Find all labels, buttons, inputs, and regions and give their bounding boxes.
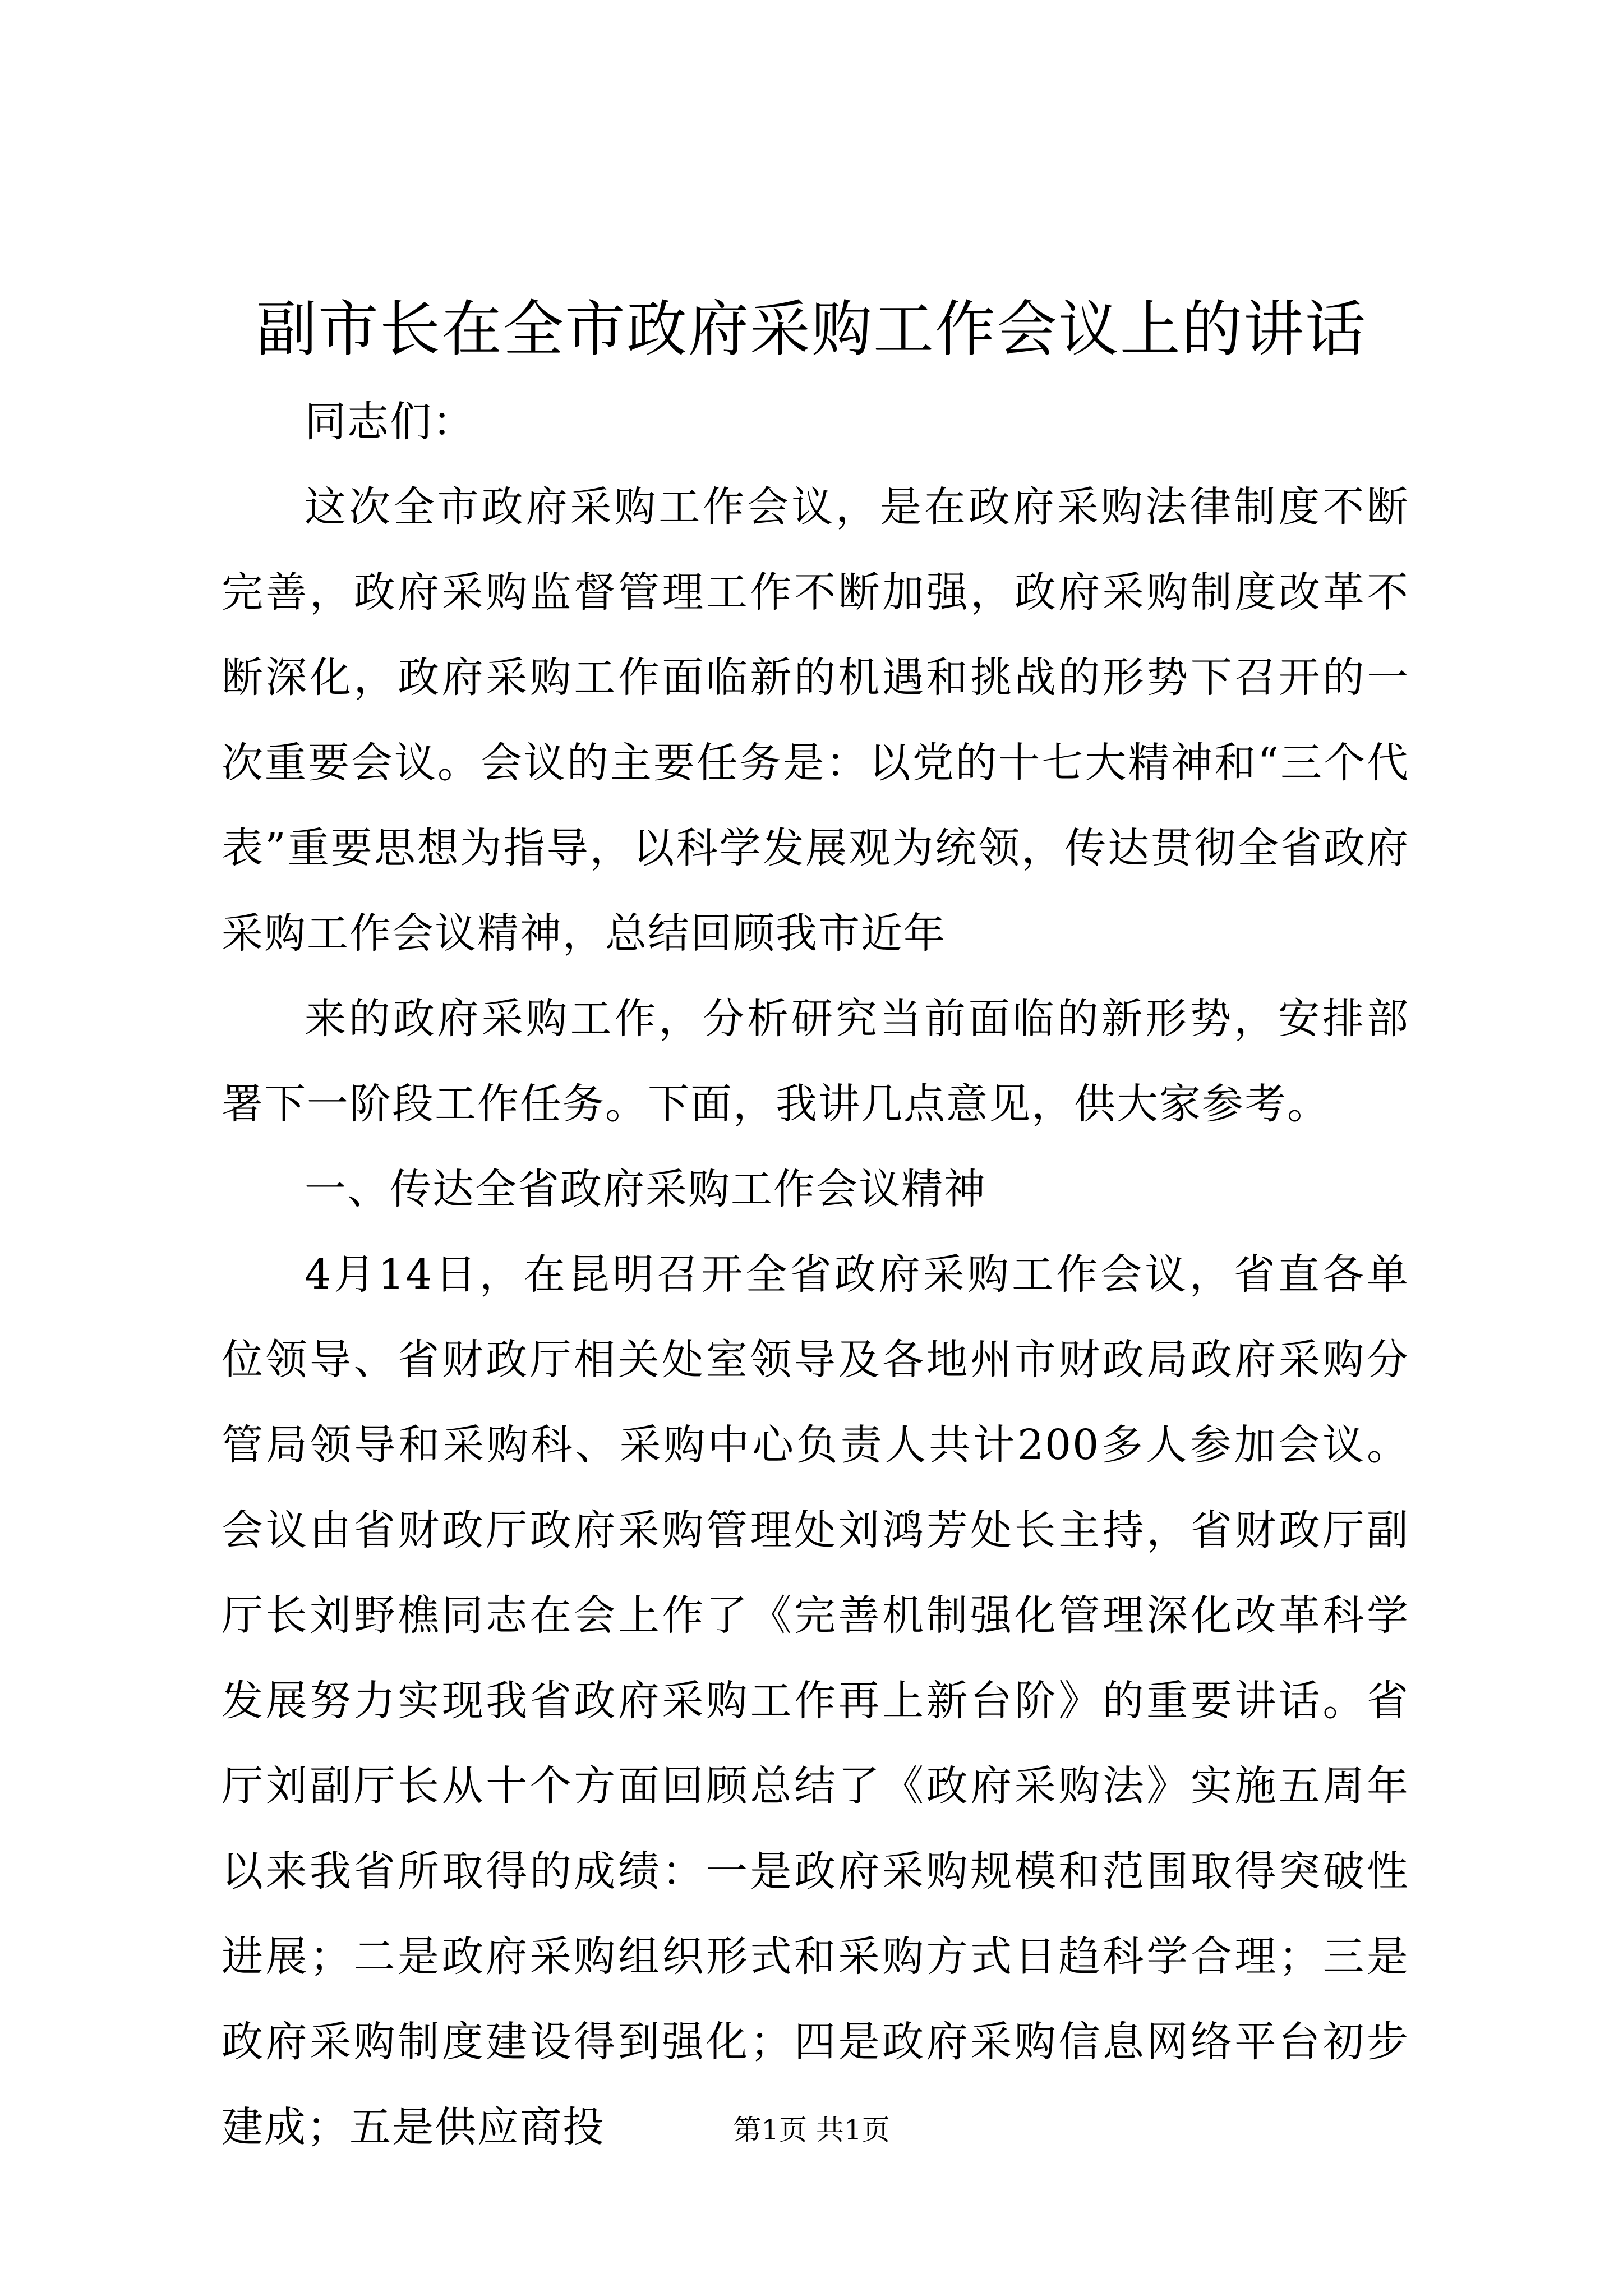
section-1-paragraph: 4月14日，在昆明召开全省政府采购工作会议，省直各单位领导、省财政厅相关处室领导及各地州市财政局政府采购分管局领导和采购科、采购中心负责人共计200多人参加会议。会议由省财政厅政府采购管理处刘鸿芳处长主持，省财政厅副厅长刘野樵同志在会上作了《完善机制强化管理深化改革科学发展努力实现我省政府采购工作再上新台阶》的重要讲话。省厅刘副厅长从十个方面回顾总结了《政府采购法》实施五周年以来我省所取得的成绩：一是政府采购规模和范围取得突破性进展；二是政府采购组织形式和采购方式日趋科学合理；三是政府采购制度建设得到强化；四是政府采购信息网络平台初步建成；五是供应商投 xyxy=(222,1250,1409,2151)
document-body xyxy=(222,379,1409,2170)
intro-paragraph: 这次全市政府采购工作会议，是在政府采购法律制度不断完善，政府采购监督管理工作不断加强，政府采购制度改革不断深化，政府采购工作面临新的机遇和挑战的形势下召开的一次重要会议。会议的主要任务是：以党的十七大精神和“三个代表”重要思想为指导，以科学发展观为统领，传达贯彻全省政府采购工作会议精神，总结回顾我市近年 xyxy=(222,483,1409,958)
document-title: 副市长在全市政府采购工作会议上的讲话 xyxy=(256,295,1367,365)
page-footer: 第1页 共1页 xyxy=(733,2114,890,2146)
section-heading-1: 一、传达全省政府采购工作会议精神 xyxy=(305,1165,986,1213)
intro-continued-paragraph: 来的政府采购工作，分析研究当前面临的新形势，安排部署下一阶段工作任务。下面，我讲几点意见，供大家参考。 xyxy=(222,995,1409,1128)
salutation-paragraph: 同志们： xyxy=(305,398,475,446)
